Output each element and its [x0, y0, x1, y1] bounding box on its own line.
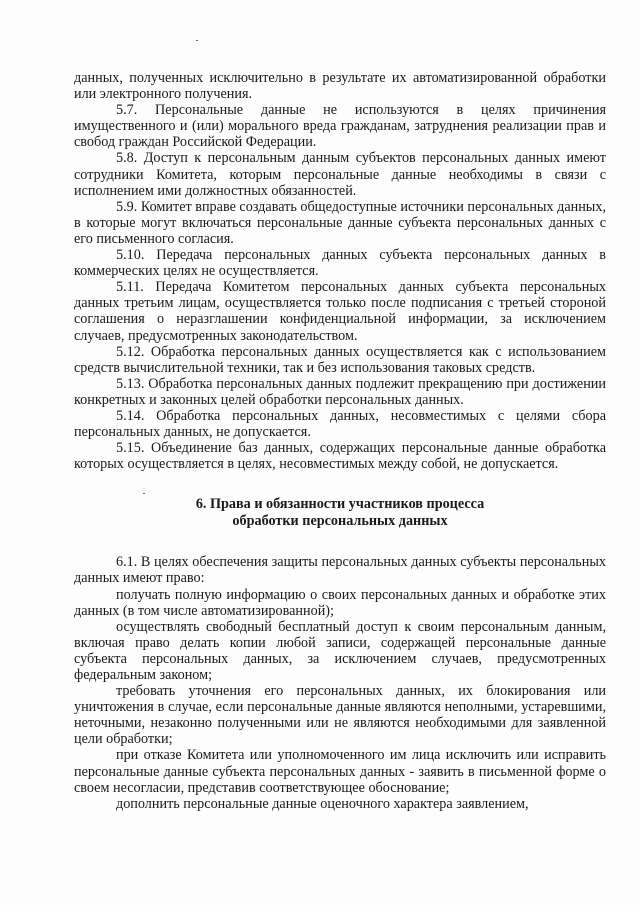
paragraph-5-9: 5.9. Комитет вправе создавать общедоступные источники персональных данных, в которые могут включаться персональные данные субъекта персональных данных с его письменного согласия.: [74, 198, 606, 247]
right-item-full-information: получать полную информацию о своих персональных данных и обработке этих данных (в том числе автоматизированной);: [74, 586, 606, 619]
paragraph-5-11: 5.11. Передача Комитетом персональных данных субъекта персональных данных третьим лицам, осуществляется только после подписания с третьей стороной соглашения о неразглашении конфиденциальной информации, за исключением случаев, предусмотренных законодательством.: [74, 279, 606, 344]
paragraph-5-14: 5.14. Обработка персональных данных, несовместимых с целями сбора персональных данных, не допускается.: [74, 407, 606, 441]
section-6-heading: [74, 496, 606, 530]
section-title-line-2: обработки персональных данных: [232, 513, 448, 530]
paragraph-5-12: 5.12. Обработка персональных данных осуществляется как с использованием средств вычислительной техники, так и без использования таковых средств.: [74, 343, 606, 376]
paragraph-6-1: 6.1. В целях обеспечения защиты персональных данных субъекты персональных данных имеют право:: [74, 554, 606, 587]
right-item-supplement: дополнить персональные данные оценочного характера заявлением,: [116, 795, 529, 812]
section-title-line-1: 6. Права и обязанности участников процесса: [195, 496, 485, 513]
document-body: [74, 70, 606, 812]
paragraph-5-13: 5.13. Обработка персональных данных подлежит прекращению при достижении конкретных и законных целей обработки персональных данных.: [74, 375, 606, 408]
paragraph-5-8: 5.8. Доступ к персональным данным субъектов персональных данных имеют сотрудники Комитета, которым персональные данные необходимы в связи с исполнением ими должностных обязанностей.: [74, 150, 606, 199]
paragraph-5-10: 5.10. Передача персональных данных субъекта персональных данных в коммерческих целях не осуществляется.: [74, 247, 606, 280]
paragraph-5-15: 5.15. Объединение баз данных, содержащих персональные данные обработка которых осуществляется в целях, несовместимых между собой, не допускается.: [74, 440, 606, 473]
paragraph-5-7: 5.7. Персональные данные не используются в целях причинения имущественного и (или) морального вреда гражданам, затруднения реализации прав и свобод граждан Российской Федерации.: [74, 102, 606, 151]
paragraph-5-6-continuation: данных, полученных исключительно в результате их автоматизированной обработки или электронного получения.: [74, 70, 606, 103]
scan-speck: [196, 40, 198, 41]
right-item-disagreement: при отказе Комитета или уполномоченного им лица исключить или исправить персональные данные субъекта персональных данных - заявить в письменной форме о своем несогласии, представив соответствующее обоснование;: [74, 747, 606, 796]
right-item-clarification: требовать уточнения его персональных данных, их блокирования или уничтожения в случае, если персональные данные являются неполными, устаревшими, неточными, незаконно полученными или не являются необходимыми для заявленной цели обработки;: [74, 683, 606, 748]
right-item-free-access: осуществлять свободный бесплатный доступ к своим персональным данным, включая право делать копии любой записи, содержащей персональные данные субъекта персональных данных, за исключением случаев, предусмотренных федеральным законом;: [74, 618, 606, 683]
